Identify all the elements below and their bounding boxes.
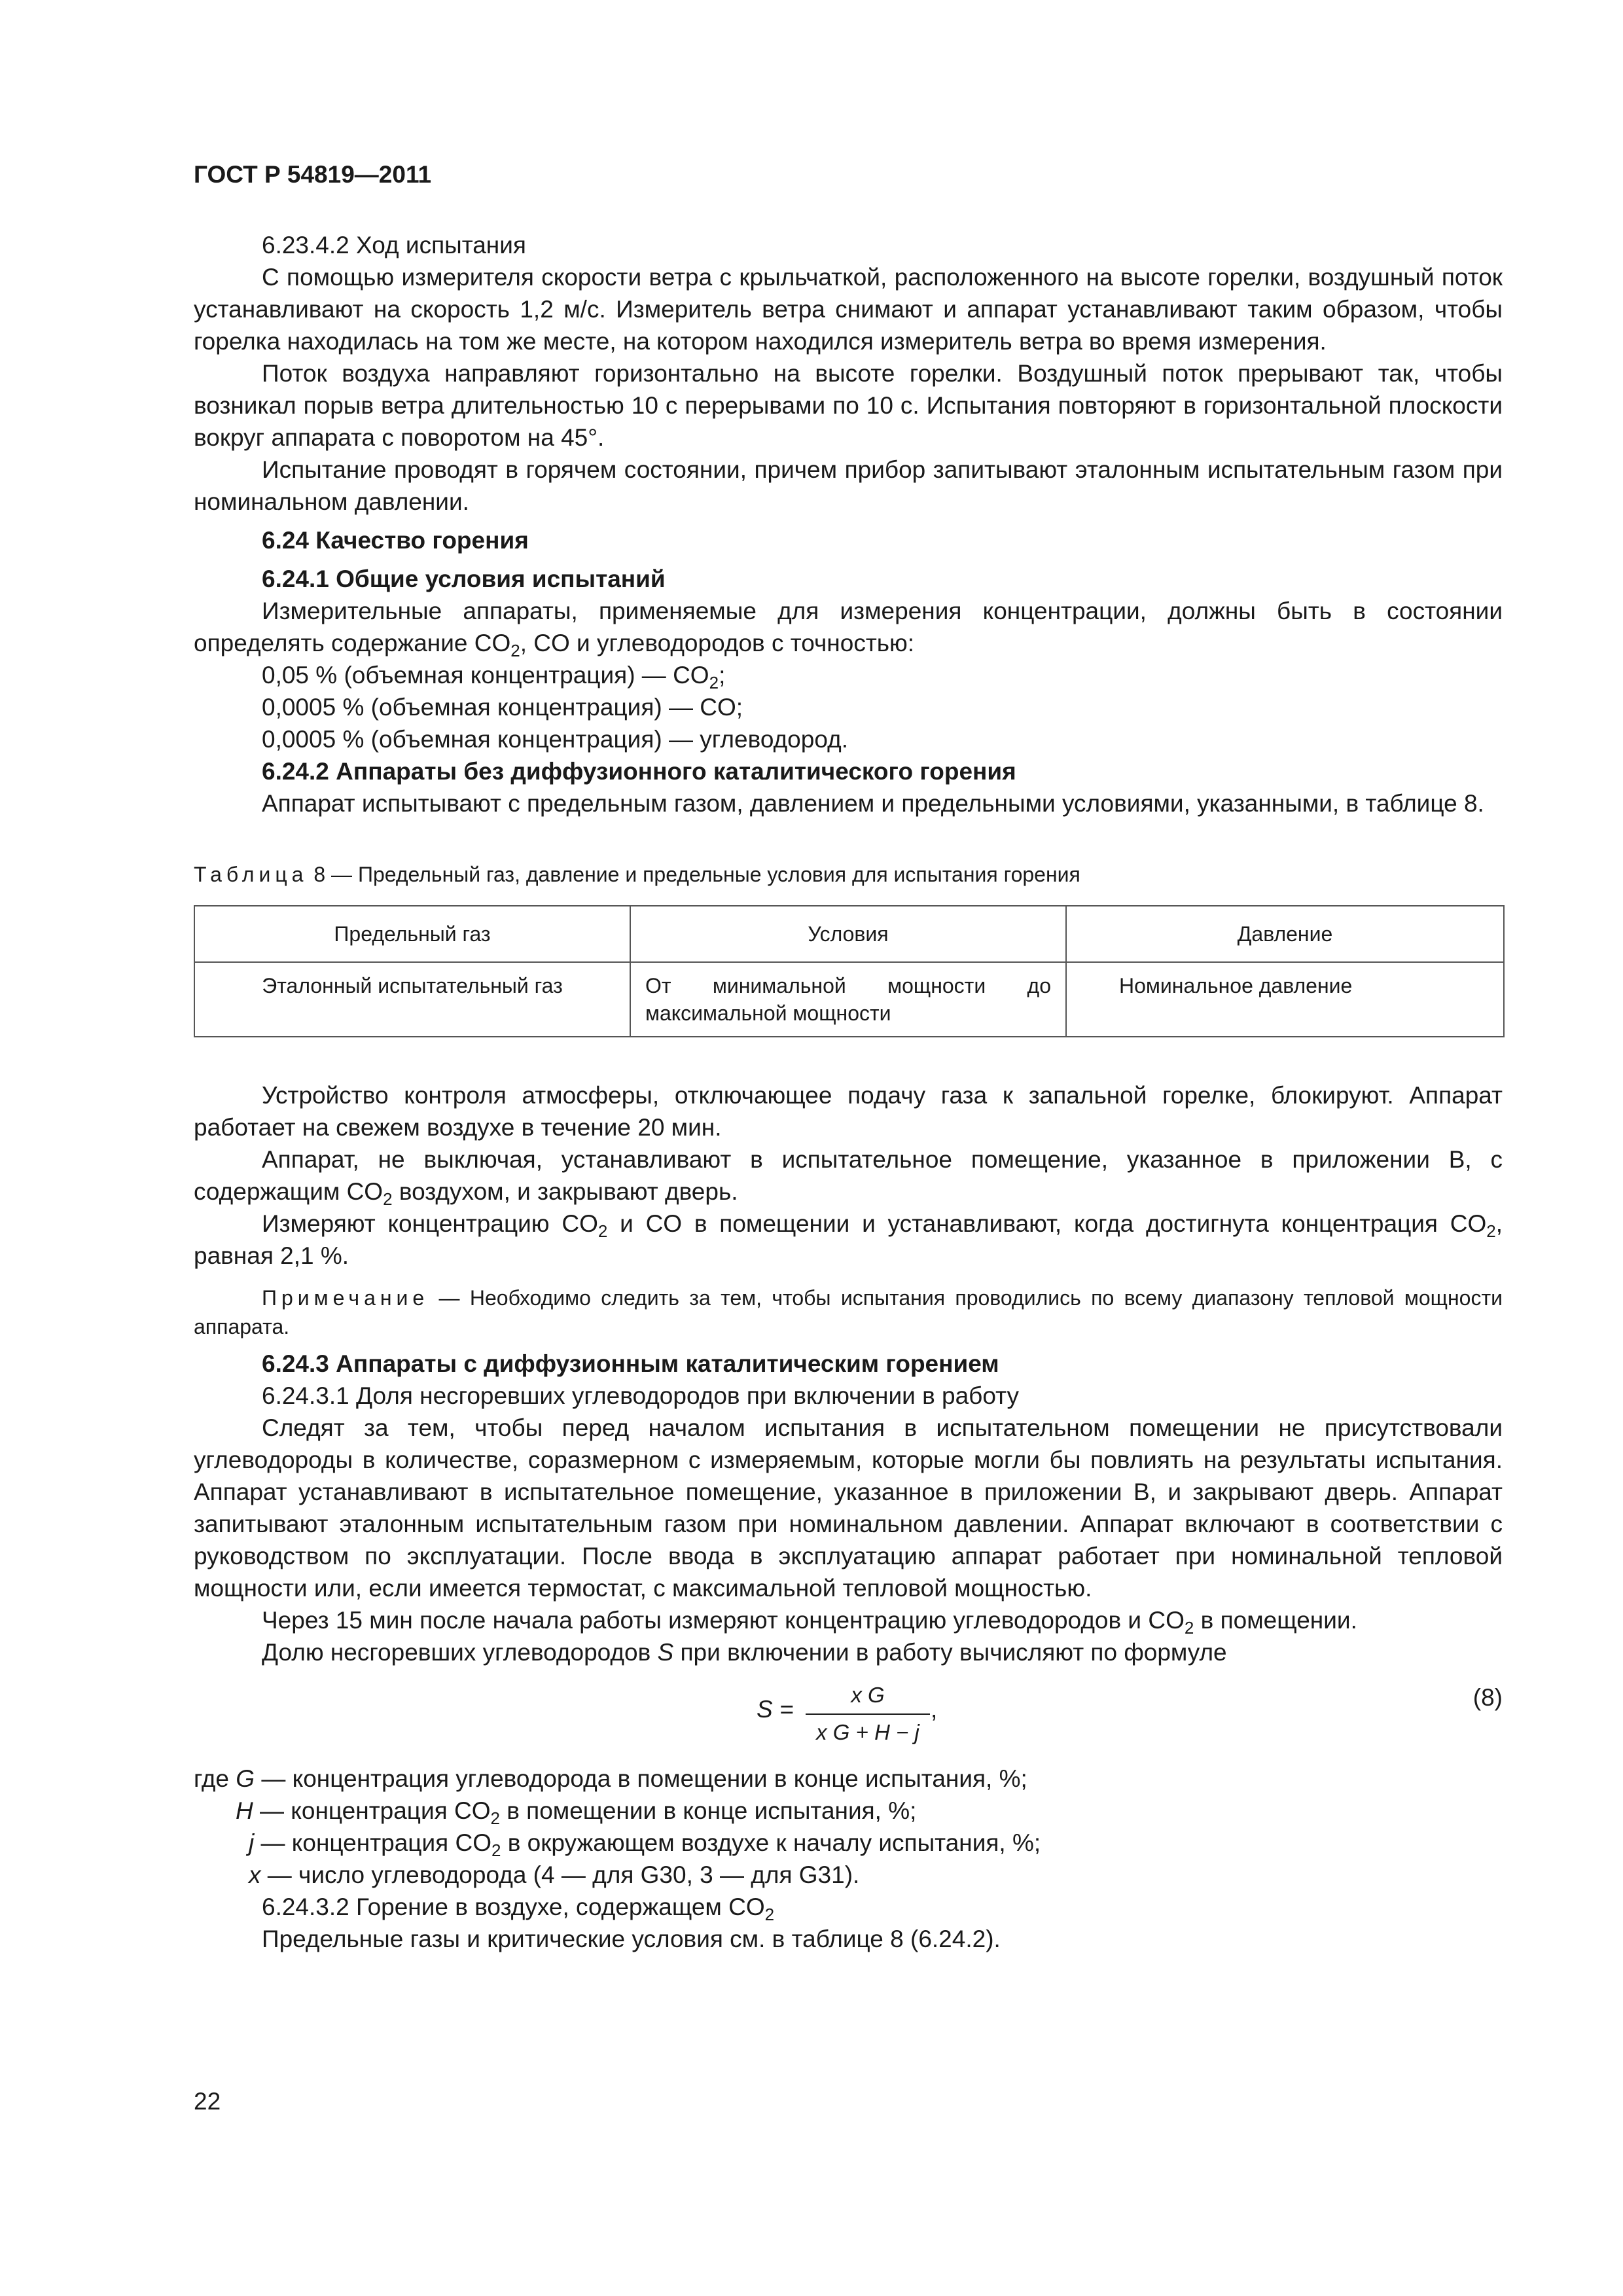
section-heading-6-24-1: 6.24.1 Общие условия испытаний: [262, 565, 666, 592]
table-row: [194, 962, 1504, 1037]
paragraph: Устройство контроля атмосферы, отключающее подачу газа к запальной горелке, блокируют. Аппарат работает на свежем воздухе в течение 20 мин.: [194, 1082, 1503, 1141]
subsection-title: 6.24.3.2 Горение в воздухе, содержащем $CO_2$: [262, 1893, 775, 1924]
where-line: H — концентрация $CO_2$ в помещении в конце испытания, %;: [236, 1797, 917, 1828]
formula-fraction: [806, 1679, 930, 1748]
section-heading-6-24-2: 6.24.2 Аппараты без диффузионного каталитического горения: [262, 758, 1016, 785]
paragraph: Через 15 мин после начала работы измеряют концентрацию углеводородов и $CO_2$ в помещении.: [262, 1607, 1357, 1638]
paragraph: Предельные газы и критические условия см. в таблице 8 (6.24.2).: [262, 1926, 1001, 1952]
formula-lhs: S =: [757, 1696, 794, 1723]
table-header-row: [194, 906, 1504, 962]
paragraph: Долю несгоревших углеводородов S при включении в работу вычисляют по формуле: [262, 1639, 1227, 1666]
paragraph: Измеряют концентрацию $CO_2$ и CO в помещении и устанавливают, когда достигнута концентрация $CO_2$, равная 2,1 %.: [194, 1210, 1503, 1269]
paragraph: Поток воздуха направляют горизонтально на высоте горелки. Воздушный поток прерывают так, чтобы возникал порыв ветра длительностью 10 с перерывами по 10 с. Испытания повторяют в горизонтальной плоскости вокруг аппарата с поворотом на 45°.: [194, 360, 1503, 451]
where-line: где G — концентрация углеводорода в помещении в конце испытания, %;: [194, 1765, 1027, 1792]
paragraph: Следят за тем, чтобы перед началом испытания в испытательном помещении не присутствовали углеводороды в количестве, соразмерном с измеряемым, которые могли бы повлиять на результаты испытания. Аппарат устанавливают в испытательное помещение, указанное в приложении В, и закрывают дверь. Аппарат запитывают эталонным испытательным газом при номинальном давлении. Аппарат включают в соответствии с руководством по эксплуатации. После ввода в эксплуатацию аппарат работает при номинальной тепловой мощности или, если имеется термостат, с максимальной тепловой мощностью.: [194, 1414, 1503, 1602]
page-content: [194, 229, 1503, 1955]
note: Примечание — Необходимо следить за тем, чтобы испытания проводились по всему диапазону тепловой мощности аппарата.: [194, 1286, 1503, 1338]
subsection-title: 6.24.3.1 Доля несгоревших углеводородов при включении в работу: [262, 1382, 1019, 1409]
table-cell: Номинальное давление: [1066, 962, 1504, 1037]
section-title-6-23-4-2: 6.23.4.2 Ход испытания: [262, 232, 526, 259]
accuracy-line: 0,0005 % (объемная концентрация) — CO;: [262, 694, 743, 721]
table-cell: Эталонный испытательный газ: [194, 962, 630, 1037]
paragraph: Аппарат, не выключая, устанавливают в испытательное помещение, указанное в приложении В, с содержащим $CO_2$ воздухом, и закрывают дверь.: [194, 1146, 1503, 1209]
formula-number: (8): [1472, 1684, 1503, 1711]
section-heading-6-24-3: 6.24.3 Аппараты с диффузионным каталитическим горением: [262, 1350, 999, 1377]
page-number: 22: [194, 2088, 221, 2115]
document-header: ГОСТ Р 54819—2011: [194, 161, 432, 188]
formula-8: [194, 1674, 1503, 1752]
formula-denominator: x G + H − j: [816, 1720, 919, 1744]
formula-numerator: x G: [806, 1679, 930, 1715]
where-line: j — концентрация $CO_2$ в окружающем воздухе к началу испытания, %;: [249, 1829, 1041, 1860]
accuracy-line: 0,05 % (объемная концентрация) — $CO_2$;: [262, 662, 726, 692]
table-header-cell: Условия: [630, 906, 1066, 962]
table-header-cell: Давление: [1066, 906, 1504, 962]
paragraph: Измерительные аппараты, применяемые для измерения концентрации, должны быть в состоянии определять содержание $CO_2$, CO и углеводородов с точностью:: [194, 598, 1503, 660]
formula-comma: ,: [931, 1696, 938, 1723]
table-8: [194, 905, 1505, 1037]
where-line: x — число углеводорода (4 — для G30, 3 — для G31).: [249, 1861, 860, 1888]
paragraph: С помощью измерителя скорости ветра с крыльчаткой, расположенного на высоте горелки, воздушный поток устанавливают на скорость 1,2 м/с. Измеритель ветра снимают и аппарат устанавливают таким образом, чтобы горелка находилась на том же месте, на котором находился измеритель ветра во время измерения.: [194, 264, 1503, 355]
accuracy-line: 0,0005 % (объемная концентрация) — углеводород.: [262, 726, 848, 753]
paragraph: Испытание проводят в горячем состоянии, причем прибор запитывают эталонным испытательным газом при номинальном давлении.: [194, 456, 1503, 515]
section-heading-6-24: 6.24 Качество горения: [262, 527, 529, 554]
table-cell: От минимальной мощности до максимальной мощности: [630, 962, 1066, 1037]
table-caption: Таблица 8 — Предельный газ, давление и предельные условия для испытания горения: [194, 863, 1080, 886]
paragraph: Аппарат испытывают с предельным газом, давлением и предельными условиями, указанными, в таблице 8.: [262, 790, 1484, 817]
table-header-cell: Предельный газ: [194, 906, 630, 962]
